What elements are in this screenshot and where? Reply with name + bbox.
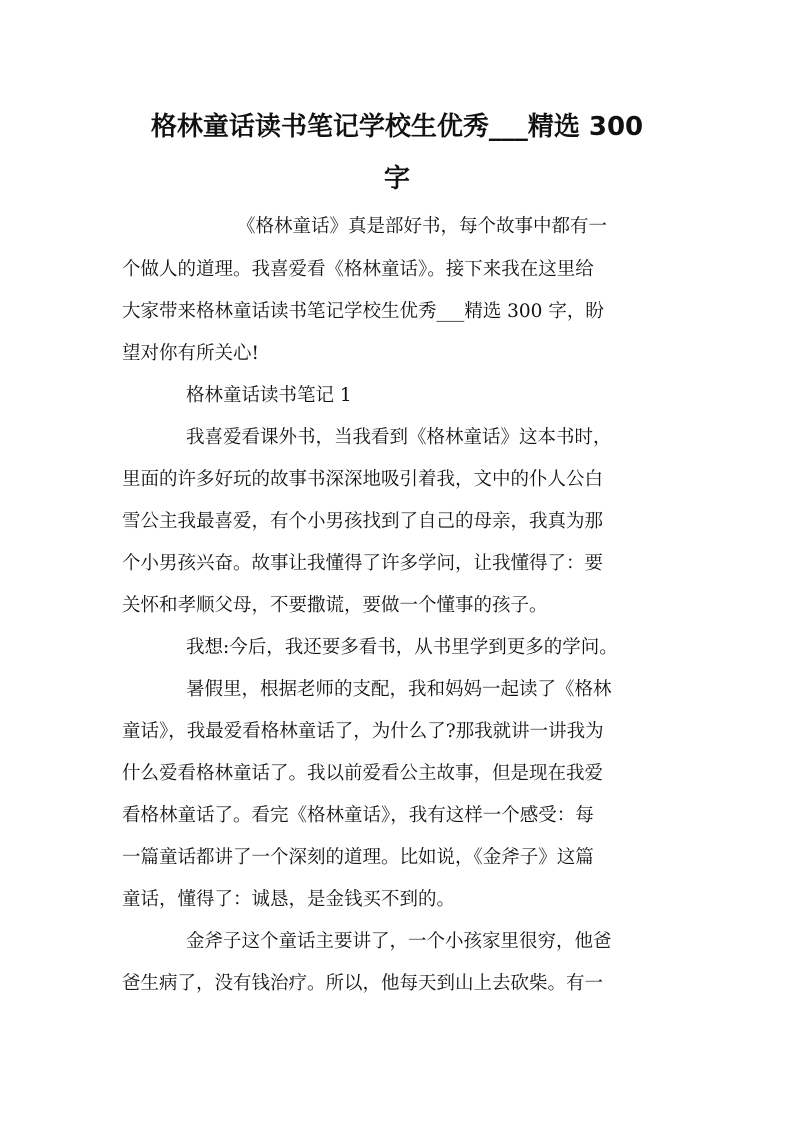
body-line-14: 爸生病了，没有钱治疗。所以，他每天到山上去砍柴。有一	[122, 973, 604, 994]
body-line-6: 我想:今后，我还要多看书，从书里学到更多的学问。	[186, 637, 618, 658]
intro-line-4: 望对你有所关心!	[122, 343, 259, 364]
section-heading: 格林童话读书笔记 1	[186, 385, 352, 406]
body-line-8: 童话》，我最爱看格林童话了，为什么了?那我就讲一讲我为	[122, 721, 604, 742]
body-line-4: 个小男孩兴奋。故事让我懂得了许多学问，让我懂得了：要	[122, 553, 604, 574]
body-line-13: 金斧子这个童话主要讲了，一个小孩家里很穷，他爸	[186, 931, 612, 952]
intro-line-3: 大家带来格林童话读书笔记学校生优秀___精选 300 字，盼	[122, 301, 604, 322]
document-title-line1: 格林童话读书笔记学校生优秀___精选 300	[150, 112, 644, 142]
body-line-11: 一篇童话都讲了一个深刻的道理。比如说，《金斧子》这篇	[122, 847, 594, 868]
body-line-1: 我喜爱看课外书，当我看到《格林童话》这本书时，	[186, 427, 612, 448]
body-line-9: 什么爱看格林童话了。我以前爱看公主故事，但是现在我爱	[122, 763, 604, 784]
body-line-7: 暑假里，根据老师的支配，我和妈妈一起读了《格林	[186, 679, 612, 700]
body-line-10: 看格林童话了。看完《格林童话》，我有这样一个感受：每	[122, 805, 594, 826]
document-title-line2: 字	[383, 164, 410, 194]
intro-line-2: 个做人的道理。我喜爱看《格林童话》。接下来我在这里给	[122, 259, 594, 280]
body-line-12: 童话，懂得了：诚恳，是金钱买不到的。	[122, 889, 456, 910]
body-line-2: 里面的许多好玩的故事书深深地吸引着我，文中的仆人公白	[122, 469, 604, 490]
intro-line-1: 《格林童话》真是部好书，每个故事中都有一	[237, 216, 608, 237]
body-line-5: 关怀和孝顺父母，不要撒谎，要做一个懂事的孩子。	[122, 595, 548, 616]
body-line-3: 雪公主我最喜爱，有个小男孩找到了自己的母亲，我真为那	[122, 511, 604, 532]
